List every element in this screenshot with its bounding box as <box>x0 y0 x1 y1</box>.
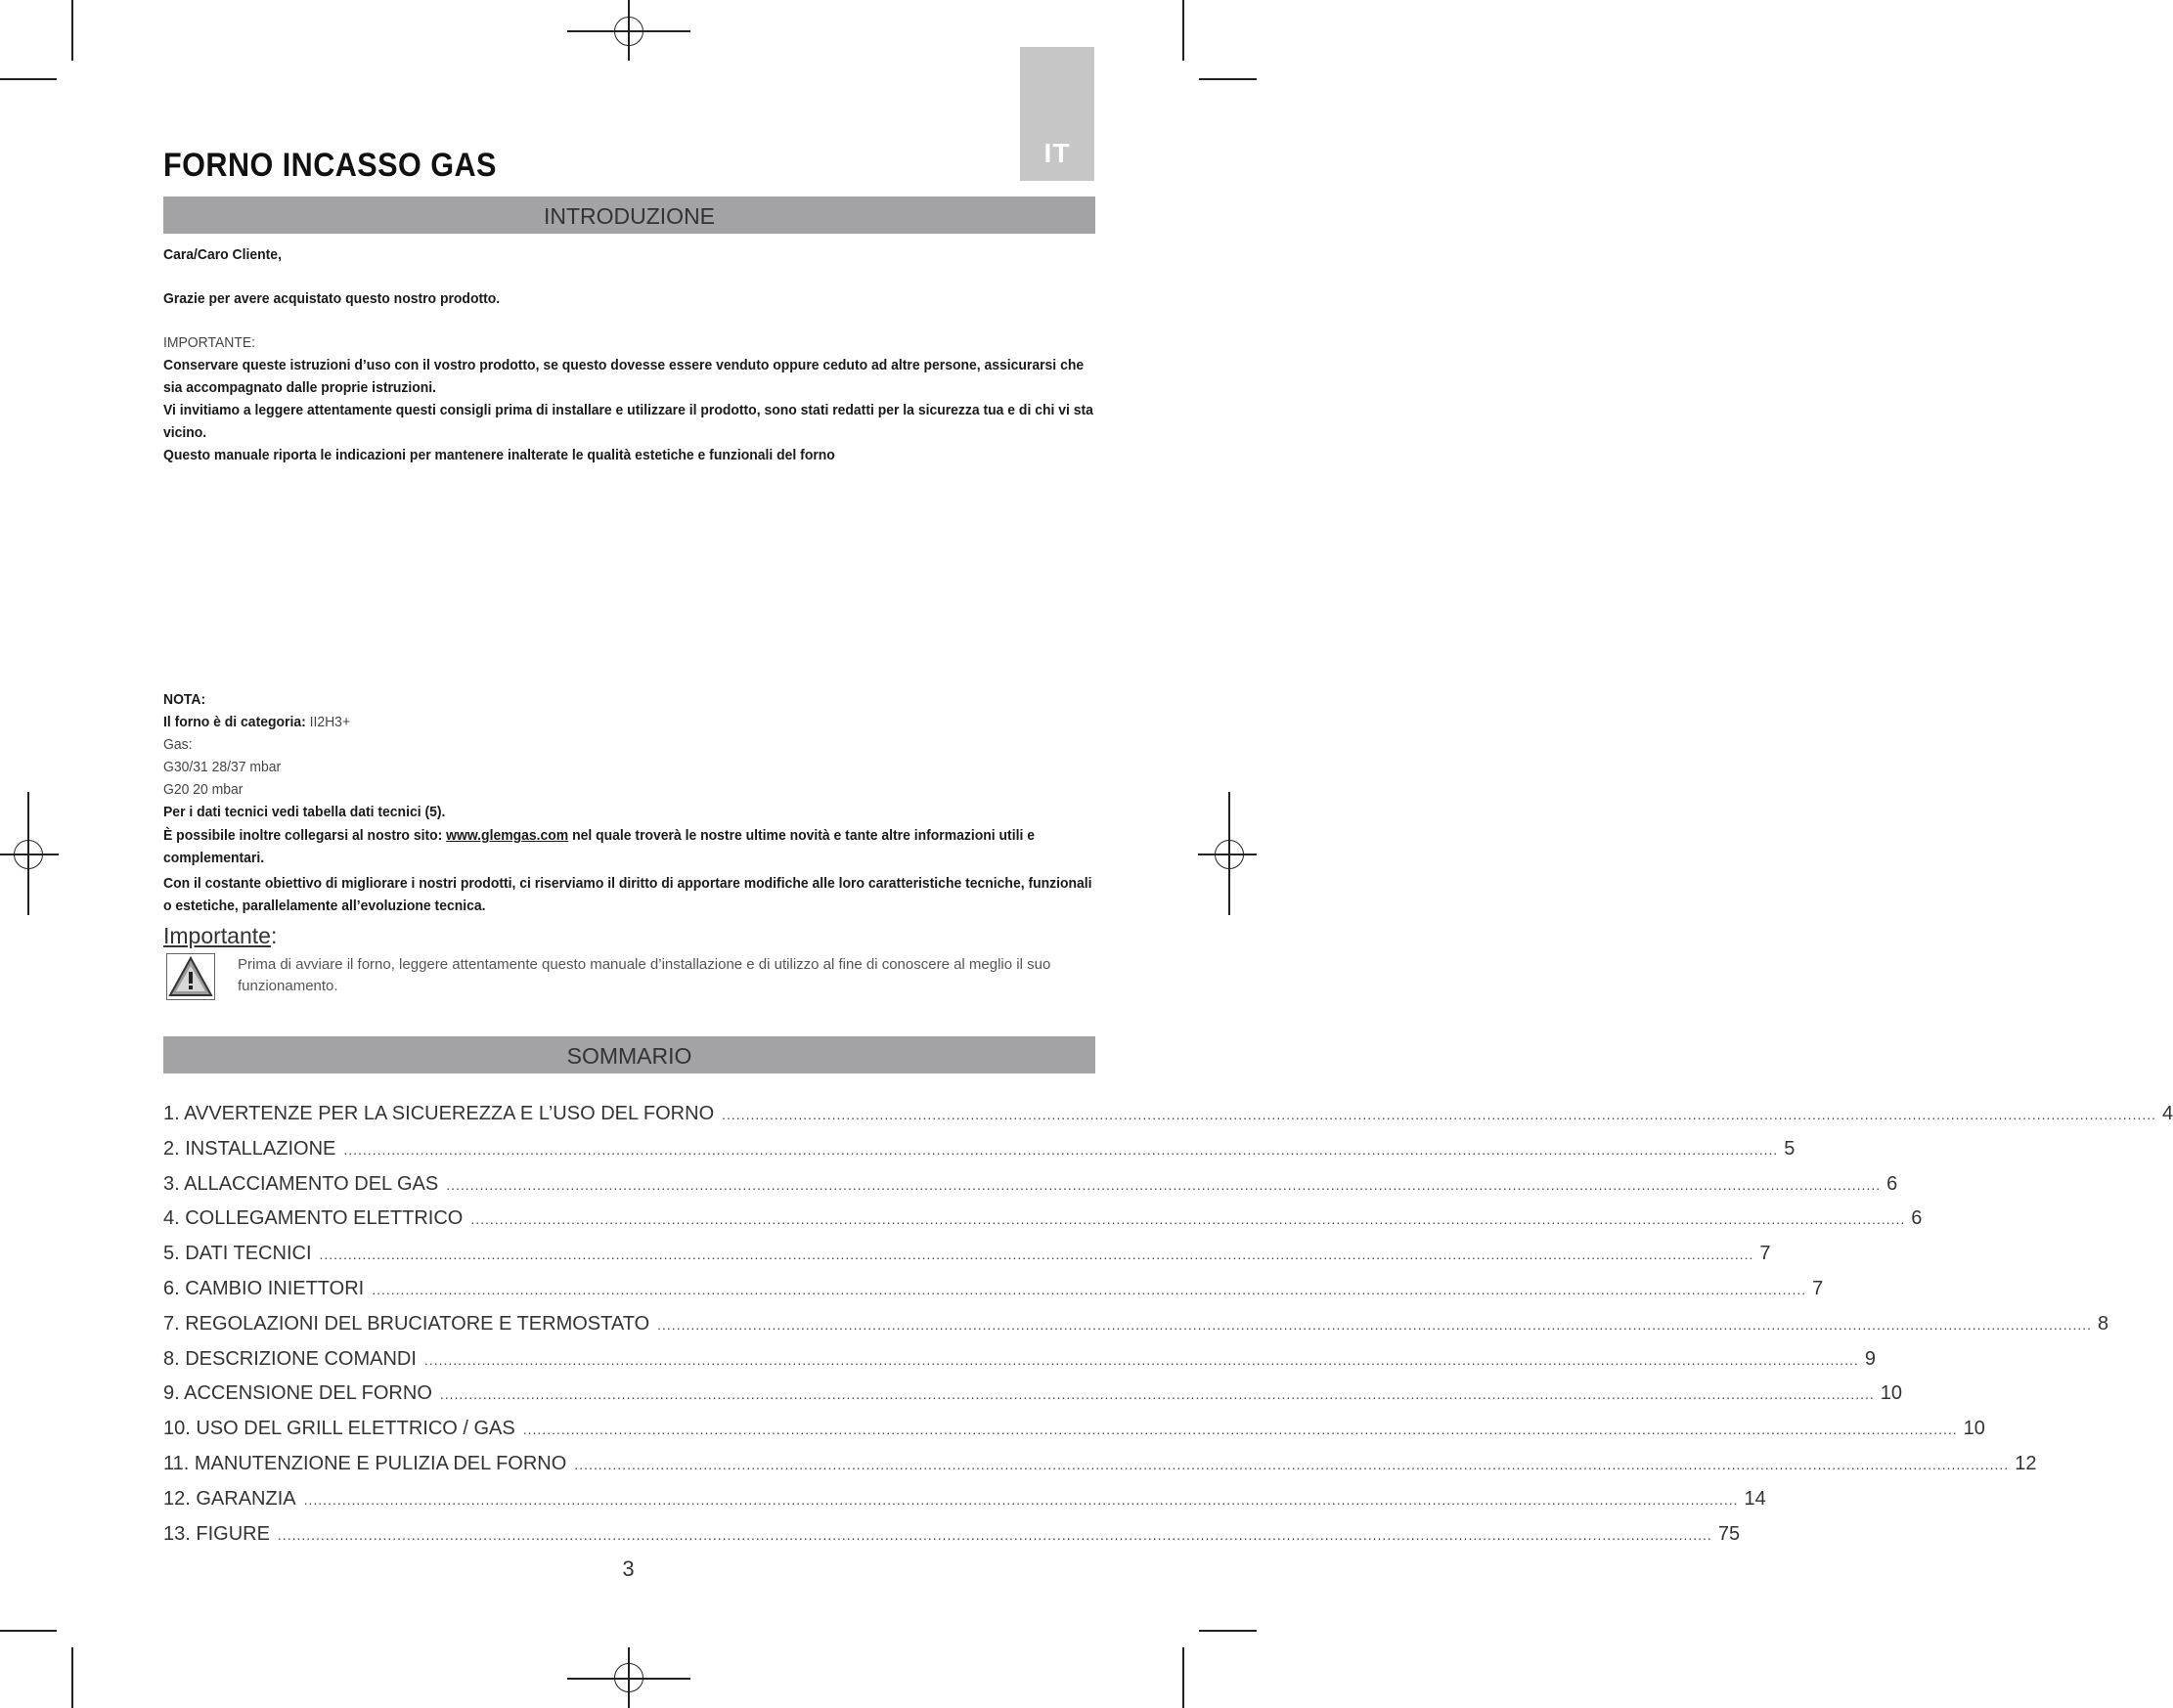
gas-label: Gas: <box>163 736 193 753</box>
page-number: 3 <box>622 1556 635 1581</box>
toc-item-label: 11. MANUTENZIONE E PULIZIA DEL FORNO <box>163 1453 567 1474</box>
toc-item-page: 8 <box>2098 1312 2109 1335</box>
gas-line-2: G20 20 mbar <box>163 781 244 798</box>
category-value: II2H3+ <box>309 714 351 730</box>
toc-item-label: 4. COLLEGAMENTO ELETTRICO <box>163 1207 464 1230</box>
toc-item-label: 8. DESCRIZIONE COMANDI <box>163 1347 417 1370</box>
toc-leader-dots: ............................................................................................................................................................................................................................................................................................................ <box>343 1141 1779 1158</box>
toc-item-label: 13. FIGURE <box>163 1522 270 1545</box>
toc-leader-dots: ............................................................................................................................................................................................................................................................................................................ <box>446 1176 1882 1193</box>
toc-leader-dots: ............................................................................................................................................................................................................................................................................................................ <box>722 1107 2157 1122</box>
toc-leader-dots: ............................................................................................................................................................................................................................................................................................................ <box>657 1316 2093 1333</box>
toc-item-label: 5. DATI TECNICI <box>163 1243 312 1265</box>
toc-item-page: 4 <box>2162 1103 2173 1124</box>
toc-leader-dots: ............................................................................................................................................................................................................................................................................................................ <box>277 1526 1712 1543</box>
toc-item-page: 9 <box>1864 1347 1876 1370</box>
toc-item-page: 6 <box>1911 1207 1923 1230</box>
important-heading <box>163 923 277 949</box>
toc-item-label: 2. INSTALLAZIONE <box>163 1137 336 1160</box>
toc-item <box>163 1453 2037 1482</box>
greeting: Cara/Caro Cliente, <box>163 246 282 263</box>
toc-leader-dots: ............................................................................................................................................................................................................................................................................................................ <box>303 1491 1739 1508</box>
note-label: NOTA: <box>163 691 206 708</box>
toc-item <box>163 1382 1903 1412</box>
toc-item <box>163 1172 1898 1203</box>
toc-leader-dots: ............................................................................................................................................................................................................................................................................................................ <box>574 1457 2010 1472</box>
important-heading-text: Importante <box>163 923 271 948</box>
toc-item-page: 7 <box>1759 1243 1771 1265</box>
toc-item <box>163 1487 1766 1517</box>
section-heading-sommario: SOMMARIO <box>163 1036 1095 1073</box>
intro-paragraph-1: Conservare queste istruzioni d’uso con il vostro prodotto, se questo dovesse essere venduto oppure ceduto ad altre persone, assicurarsi che sia accompagnato dalle proprie istruzioni. <box>163 357 1085 396</box>
intro-section <box>163 243 1095 466</box>
toc-item-label: 1. AVVERTENZE PER LA SICUEREZZA E L’USO DEL FORNO <box>163 1103 715 1124</box>
important-text: Prima di avviare il forno, leggere attentamente questo manuale d’installazione e di utilizzo al fine di conoscere al meglio il suo funzionamento. <box>238 956 1051 994</box>
toc-item-page: 7 <box>1812 1278 1824 1299</box>
rights-text: Con il costante obiettivo di migliorare i nostri prodotti, ci riserviamo il diritto di apportare modifiche alle loro caratteristiche tecniche, funzionali o estetiche, parallelamente all’evoluzione tecnica. <box>163 875 1092 914</box>
toc-item-label: 12. GARANZIA <box>163 1487 296 1510</box>
toc-item <box>163 1103 2173 1132</box>
important-label: IMPORTANTE: <box>163 334 256 351</box>
toc-item-page: 6 <box>1886 1172 1898 1195</box>
toc-item-label: 3. ALLACCIAMENTO DEL GAS <box>163 1172 439 1195</box>
website-text <box>163 824 1095 869</box>
toc-item-page: 10 <box>1880 1382 1903 1405</box>
toc-item-page: 75 <box>1717 1522 1741 1545</box>
website-prefix: È possibile inoltre collegarsi al nostro sito: <box>163 827 443 844</box>
category-prefix: Il forno è di categoria: <box>163 714 306 730</box>
section-heading-introduzione: INTRODUZIONE <box>163 197 1095 234</box>
language-code: IT <box>1043 138 1071 168</box>
toc-leader-dots: ............................................................................................................................................................................................................................................................................................................ <box>319 1247 1754 1263</box>
toc-item <box>163 1418 1985 1447</box>
page-title: FORNO INCASSO GAS <box>163 147 497 184</box>
toc-leader-dots: ............................................................................................................................................................................................................................................................................................................ <box>372 1282 1807 1297</box>
toc-item-label: 7. REGOLAZIONI DEL BRUCIATORE E TERMOSTATO <box>163 1312 650 1335</box>
toc-leader-dots: ............................................................................................................................................................................................................................................................................................................ <box>423 1351 1859 1368</box>
toc-item <box>163 1278 1824 1307</box>
intro-paragraph-2: Vi invitiamo a leggere attentamente questi consigli prima di installare e utilizzare il prodotto, sono stati redatti per la sicurezza tua e di chi vi sta vicino. <box>163 402 1093 441</box>
toc-item-label: 9. ACCENSIONE DEL FORNO <box>163 1382 432 1405</box>
toc-item-page: 12 <box>2015 1453 2037 1474</box>
intro-paragraph-3: Questo manuale riporta le indicazioni per mantenere inalterate le qualità estetiche e funzionali del forno <box>163 447 835 463</box>
toc-item <box>163 1243 1771 1272</box>
language-tab <box>1020 47 1094 181</box>
toc-item <box>163 1522 1741 1553</box>
important-heading-colon: : <box>270 923 278 948</box>
gas-line-1: G30/31 28/37 mbar <box>163 759 282 775</box>
toc-item <box>163 1347 1876 1378</box>
toc-leader-dots: ............................................................................................................................................................................................................................................................................................................ <box>470 1211 1906 1228</box>
website-link[interactable]: www.glemgas.com <box>446 827 569 844</box>
toc-item-page: 5 <box>1784 1137 1796 1160</box>
toc-item-page: 14 <box>1744 1487 1766 1510</box>
toc-item <box>163 1137 1796 1167</box>
website-suffix: nel quale troverà le nostre ultime novità e tante altre informazioni utili e complementari. <box>163 827 1035 866</box>
thanks-text: Grazie per avere acquistato questo nostro prodotto. <box>163 290 501 307</box>
toc-item <box>163 1312 2109 1342</box>
warning-triangle-icon <box>166 953 215 1000</box>
toc-item-label: 10. USO DEL GRILL ELETTRICO / GAS <box>163 1418 515 1440</box>
toc-leader-dots: ............................................................................................................................................................................................................................................................................................................ <box>522 1422 1958 1438</box>
toc-item-label: 6. CAMBIO INIETTORI <box>163 1278 365 1299</box>
toc-leader-dots: ............................................................................................................................................................................................................................................................................................................ <box>439 1386 1875 1403</box>
note-section <box>163 688 1095 917</box>
toc-item <box>163 1207 1923 1237</box>
toc-item-page: 10 <box>1963 1418 1985 1440</box>
tech-data-text: Per i dati tecnici vedi tabella dati tecnici (5). <box>163 804 446 820</box>
